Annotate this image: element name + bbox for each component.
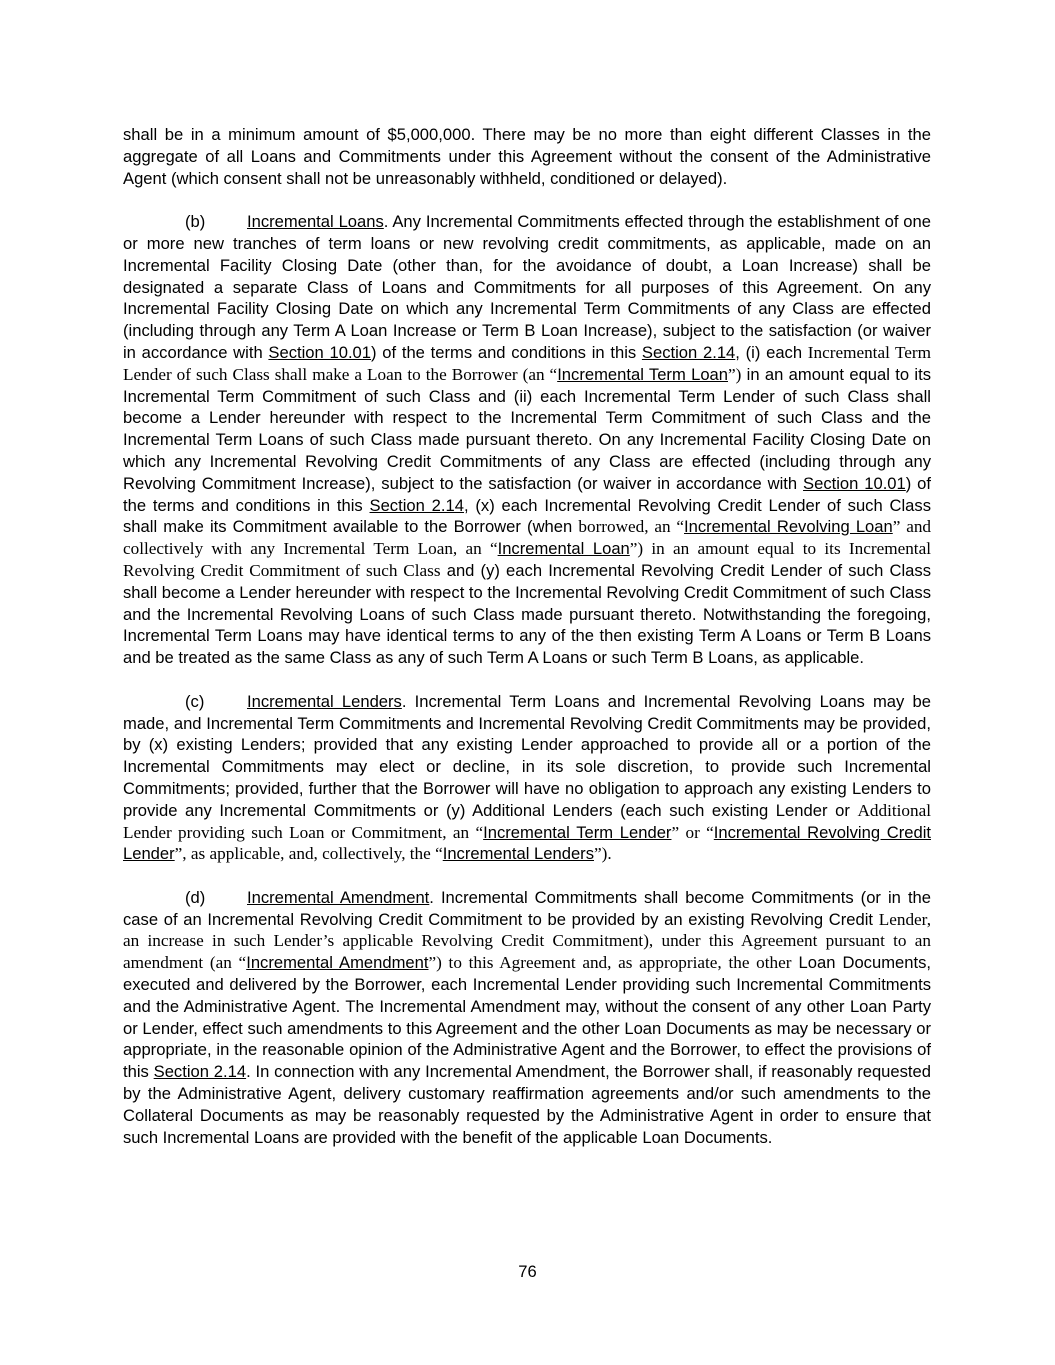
defined-term: Incremental Amendment [246,953,429,973]
section-reference: Section 2.14 [641,342,736,362]
paragraph-label: (d) [185,887,206,907]
text-run: . In connection with any Incremental Amendment, the Borrower shall, if reasonably requested by the Administrative Agent, delivery customary reaffirmation agreements and/or such amendments to the Collateral Documents as may be reasonably requested by the Administrative Agent in order to ensure that such Incremental Loans are provided with the benefit of the applicable Loan Documents. [123,1062,931,1147]
paragraph-label: (c) [185,691,205,711]
paragraph-b-incremental-loans [123,211,931,669]
section-reference: Section 10.01 [803,473,906,493]
text-run: ”, as applicable, and, collectively, the “ [174,844,443,864]
section-reference: Section 10.01 [268,342,372,362]
text-run: and (y) each Incremental Revolving Credit Lender of such Class shall become a Lender hereunder with respect to the Incremental Revolving Credit Commitment of such Class and the Incremental Revolving Loans of such Class made pursuant thereto. Notwithstanding the foregoing, Incremental Term Loans may have identical terms to any of the then existing Term A Loans or Term B Loans and be treated as the same Class as any of such Term A Loans or such Term B Loans, as applicable. [123,560,931,668]
text-run: ”) [728,364,742,384]
text-run: ” or “ [671,822,714,842]
text-run: Loan Documents, executed and delivered by the Borrower, each Incremental Lender providing such Incremental Commitments and the Administrative Agent. The Incremental Amendment may, without the consent of any other Loan Party or Lender, effect such amendments to this Agreement and the other Loan Documents as may be necessary or appropriate, in the reasonable opinion of the Administrative Agent and the Borrower, to effect the provisions of this [123,953,931,1082]
section-heading: Incremental Loans [247,212,384,232]
text-run: Incremental Term Lender of such Class shall make a Loan to the Borrower (an “ [123,342,931,384]
section-reference: Section 2.14 [369,495,464,515]
paragraph-d-incremental-amendment [123,887,931,1149]
defined-term: Incremental Revolving Loan [684,517,893,537]
text-run: . Incremental Term Loans and Incremental Revolving Loans may be made, and Incremental Term Commitments and Incremental Revolving Credit Commitments may be provided, by (x) existing Lenders; provided that any existing Lender approached to provide all or a portion of the Incremental Commitments may elect or decline, in its sole discretion, to provide such Incremental Commitments; provided, further that the Borrower will have no obligation to approach any existing Lenders to provide any Incremental Commitments or (y) Additional Lenders (each such existing Lender or [123,691,931,820]
text-run: ” and collectively with any Incremental Term Loan, an “ [123,517,932,559]
paragraph-continuation [123,124,931,189]
text-run: Additional Lender providing such Loan or Commitment, an “ [123,800,931,842]
section-heading: Incremental Amendment [247,887,430,907]
defined-term: Incremental Loan [497,539,630,559]
document-body [123,124,931,1170]
defined-term: Incremental Revolving Credit Lender [123,822,931,864]
defined-term: Incremental Term Loan [557,364,728,384]
text-run: . Any Incremental Commitments effected through the establishment of one or more new tranches of term loans or new revolving credit commitments, as applicable, made on an Incremental Facility Closing Date (other than, for the avoidance of doubt, a Loan Increase) shall be designated a separate Class of Loans and Commitments for all purposes of this Agreement. On any Incremental Facility Closing Date on which any Incremental Term Commitments of any Class are effected (including through any Term A Loan Increase or Term B Loan Increase), subject to the satisfaction (or waiver in accordance with [123,212,931,362]
text-run: ”) to this Agreement and, as appropriate, the other [428,953,792,973]
text-run: in an amount equal to its Incremental Term Commitment of such Class and (ii) each Incremental Term Lender of such Class shall become a Lender hereunder with respect to the Incremental Term Commitment of such Class and the Incremental Term Loans of such Class made pursuant thereto. On any Incremental Facility Closing Date on which any Incremental Revolving Credit Commitments of any Class are effected (including through any Revolving Commitment Increase), subject to the satisfaction (or waiver in accordance with [123,364,931,493]
section-reference: Section 2.14 [153,1062,247,1082]
text-run: Lender, an increase in such Lender’s applicable Revolving Credit Commitment), under this Agreement pursuant to an amendment (an “ [123,909,931,973]
text-run: , (i) each [735,342,808,362]
text-run: . Incremental Commitments shall become Commitments (or in the case of an Incremental Revolving Credit Commitment to be provided by an existing Revolving Credit [123,887,932,929]
text-run: ”) in an amount equal to its Incremental Revolving Credit Commitment of such Class [123,539,931,580]
text-run: , (x) each Incremental Revolving Credit Lender of such Class shall make its Commitment available to the Borrower (when [123,495,932,537]
page-number: 76 [518,1262,537,1281]
paragraph-text: shall be in a minimum amount of $5,000,000. There may be no more than eight different Classes in the aggregate of all Loans and Commitments under this Agreement without the consent of the Administrative Agent (which consent shall not be unreasonably withheld, conditioned or delayed). [123,125,931,188]
defined-term: Incremental Lenders [442,844,594,864]
text-run: borrowed, an “ [578,517,685,537]
section-heading: Incremental Lenders [247,691,402,711]
text-run: ”). [594,844,612,864]
paragraph-label: (b) [185,212,206,232]
text-run: ) of the terms and conditions in this [371,342,642,362]
text-run: ) of the terms and conditions in this [123,473,932,515]
paragraph-c-incremental-lenders [123,691,931,865]
defined-term: Incremental Term Lender [483,822,672,842]
